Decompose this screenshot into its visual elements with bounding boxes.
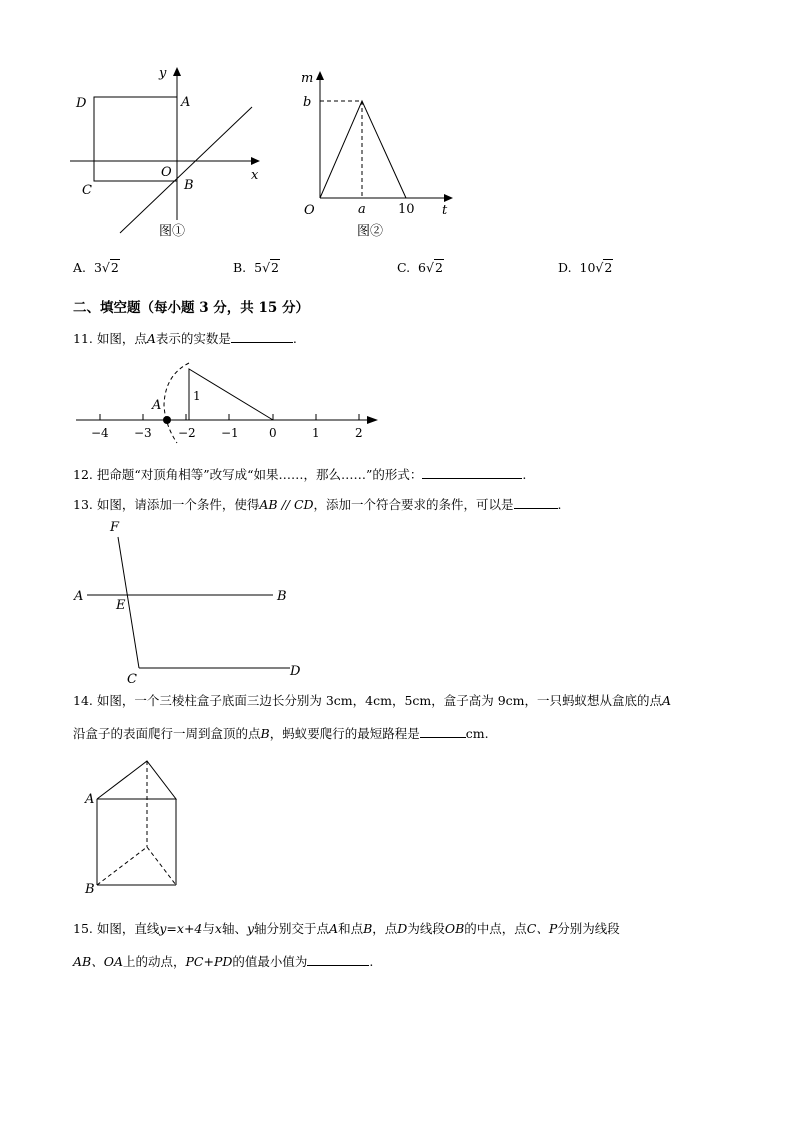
numline-label-a: A bbox=[152, 398, 162, 413]
tick-label: 2 bbox=[355, 426, 363, 440]
fig1-label-B: B bbox=[184, 178, 194, 193]
fig14-label-B: B bbox=[85, 882, 95, 895]
figure-13 bbox=[65, 515, 315, 685]
fig2-label-t: t bbox=[442, 203, 448, 218]
option-a[interactable]: A. 3√2 bbox=[73, 260, 119, 275]
figure-14-prism bbox=[80, 755, 190, 895]
answer-blank-15[interactable] bbox=[307, 951, 369, 966]
answer-blank-14[interactable] bbox=[420, 723, 466, 738]
fig13-label-B: B bbox=[277, 589, 287, 604]
fig13-label-A: A bbox=[74, 589, 84, 604]
figure-1 bbox=[60, 55, 280, 245]
option-d[interactable]: D. 10√2 bbox=[558, 260, 613, 275]
option-c[interactable]: C. 6√2 bbox=[397, 260, 443, 275]
fig13-label-D: D bbox=[290, 664, 301, 679]
numline-label-1: 1 bbox=[193, 389, 201, 403]
fig13-label-F: F bbox=[110, 520, 120, 535]
figure-2 bbox=[295, 60, 465, 245]
fig13-label-E: E bbox=[116, 598, 126, 613]
tick-label: 0 bbox=[269, 426, 277, 440]
question-15-line1: 15. 如图，直线y=x+4与x轴、y轴分别交于点A和点B，点D为线段OB的中点，点C、P分别为线段 bbox=[73, 921, 620, 936]
option-b[interactable]: B. 5√2 bbox=[233, 260, 279, 275]
section-title: 二、填空题（每小题 3 分，共 15 分） bbox=[73, 300, 309, 316]
question-13: 13. 如图，请添加一个条件，使得AB // CD，添加一个符合要求的条件，可以是 . bbox=[73, 494, 562, 514]
fig2-label-O: O bbox=[304, 203, 315, 218]
question-15-line2: AB、OA上的动点，PC+PD的值最小值为 . bbox=[73, 951, 373, 971]
tick-label: −4 bbox=[91, 426, 109, 440]
question-12: 12. 把命题“对顶角相等”改写成“如果……，那么……”的形式： . bbox=[73, 464, 526, 484]
question-14-line1: 14. 如图，一个三棱柱盒子底面三边长分别为 3cm，4cm，5cm，盒子高为 9cm，一只蚂蚁想从盒底的点A bbox=[73, 693, 672, 708]
fig2-caption: 图② bbox=[357, 224, 384, 239]
number-line bbox=[70, 355, 390, 445]
answer-blank-13[interactable] bbox=[514, 494, 558, 509]
fig2-label-b: b bbox=[303, 95, 312, 110]
question-14-line2: 沿盒子的表面爬行一周到盒顶的点B，蚂蚁要爬行的最短路程是 cm. bbox=[73, 723, 489, 743]
fig2-label-a: a bbox=[358, 202, 366, 217]
fig1-label-O: O bbox=[161, 165, 172, 180]
fig14-label-A: A bbox=[85, 792, 95, 807]
tick-label: −2 bbox=[178, 426, 196, 440]
fig13-label-C: C bbox=[127, 672, 137, 685]
tick-label: −1 bbox=[221, 426, 239, 440]
point-a-dot bbox=[163, 416, 171, 424]
question-11: 11. 如图，点A表示的实数是 . bbox=[73, 328, 297, 348]
answer-blank-11[interactable] bbox=[231, 328, 293, 343]
fig2-label-10: 10 bbox=[398, 202, 415, 217]
fig1-label-D: D bbox=[76, 96, 87, 111]
fig1-caption: 图① bbox=[159, 224, 186, 239]
fig1-label-A: A bbox=[181, 95, 191, 110]
tick-label: 1 bbox=[312, 426, 320, 440]
answer-blank-12[interactable] bbox=[422, 464, 522, 479]
fig1-label-y: y bbox=[159, 66, 167, 81]
fig1-label-C: C bbox=[82, 183, 92, 198]
tick-label: −3 bbox=[134, 426, 152, 440]
fig1-label-x: x bbox=[251, 168, 259, 183]
fig2-label-m: m bbox=[301, 71, 314, 86]
